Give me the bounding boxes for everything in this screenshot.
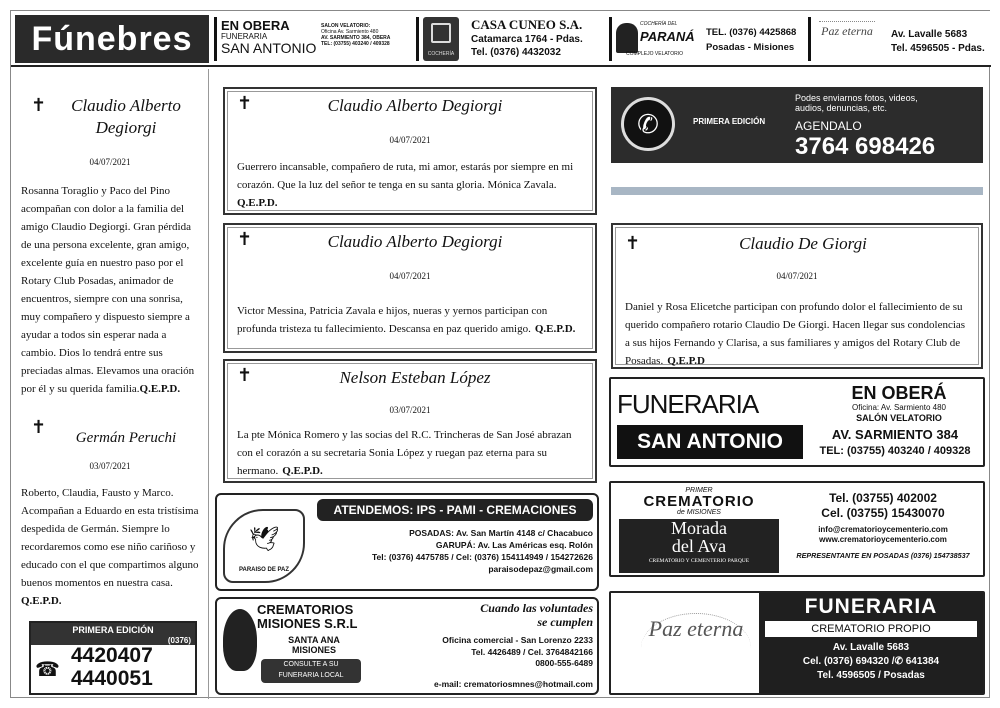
paz-tel: Tel. 4596505 - Pdas. (891, 43, 985, 54)
whatsapp-icon: ✆ (621, 97, 675, 151)
paz-title: FUNERARIA (804, 595, 938, 618)
paz-sub: CREMATORIO PROPIO (765, 621, 977, 637)
sa-title: FUNERARIA (617, 389, 759, 419)
morada-line: PRIMER (685, 487, 713, 494)
ad-paraiso-de-paz[interactable] (215, 493, 599, 591)
obituary-card (223, 223, 597, 353)
ad-san-antonio-header[interactable] (221, 15, 411, 63)
obituary-date: 04/07/2021 (389, 135, 431, 145)
obituary-name: Claudio Alberto Degiorgi (71, 96, 181, 137)
morada-url: www.crematorioycementerio.com (819, 535, 947, 544)
morada-logo (619, 519, 779, 573)
obituary-date: 03/07/2021 (389, 405, 431, 415)
paraiso-line: POSADAS: Av. San Martín 4148 c/ Chacabuco (409, 528, 593, 538)
phone-icon: ☎ (35, 659, 60, 681)
obituary-name: Nelson Esteban López (339, 368, 491, 387)
paraiso-info (311, 527, 593, 575)
cuneo-tel: Tel. (0376) 4432032 (471, 47, 561, 58)
obituary-qepd: Q.E.P.D. (21, 595, 62, 607)
obituary-date: 04/07/2021 (389, 271, 431, 281)
ad-funeraria-san-antonio[interactable] (609, 377, 985, 467)
obituary-qepd: Q.E.P.D (667, 355, 705, 367)
sa-address: AV. SARMIENTO 384 (831, 427, 959, 442)
left-column (11, 69, 209, 699)
morada-title: CREMATORIO (643, 493, 755, 510)
ad-cocheria-parana[interactable] (616, 15, 806, 63)
obituary-date: 03/07/2021 (89, 461, 131, 471)
obituary-card (223, 87, 597, 215)
obituary-body (237, 425, 585, 479)
sa-city: EN OBERÁ (851, 383, 947, 403)
area-code: (0376) (167, 636, 191, 645)
crem-title: CREMATORIOS (257, 602, 354, 617)
parana-brand: COCHERÍA DEL (640, 21, 678, 27)
parana-logo-icon (616, 23, 638, 53)
morada-name: del Ava (671, 536, 727, 556)
cross-icon: ✝ (237, 229, 253, 250)
paz-tel: Tel. 4596505 / Posadas (817, 670, 925, 681)
crem-title: MISIONES S.R.L (257, 616, 358, 631)
morada-name: Morada (671, 518, 727, 538)
paraiso-logo-text: PARAISO DE PAZ (238, 567, 290, 573)
parana-tel: TEL. (0376) 4425868 (706, 27, 797, 38)
obituary-text: Daniel y Rosa Elicetche participan con profundo dolor el fallecimiento de su querido compañero rotario Claudio De Giorgi. Hacen llegar sus condolencias a sus hijos Fernando y Clarisa, a sus familiares y amigos del Rotary Club de Posadas. (625, 301, 966, 367)
crem-badge-line: FUNERARIA LOCAL (278, 672, 344, 679)
obituary-text: Guerrero incansable, compañero de ruta, mi amor, estarás por siempre en mi corazón. Que la luz del señor te tenga en su santa gloria. Mónica Zavala. (237, 161, 574, 191)
ad-line: FUNERARIA (221, 32, 268, 41)
cross-icon: ✝ (237, 365, 253, 386)
ad-line: SALON VELATORIO: (321, 23, 371, 29)
phone-number: 4440051 (71, 667, 153, 690)
obituary-body (21, 181, 199, 397)
paz-addr: Av. Lavalle 5683 (891, 29, 968, 40)
obituary-qepd: Q.E.P.D. (282, 465, 323, 477)
morada-tel: Tel. (03755) 402002 (829, 491, 937, 505)
obituary-name: Germán Peruchi (75, 430, 177, 446)
crem-slogan-line: Cuando las voluntades (480, 601, 593, 615)
morada-sub: CREMATORIO Y CEMENTERIO PARQUE (648, 558, 750, 564)
obituary-name: Claudio Alberto Degiorgi (327, 96, 503, 115)
sa-office: Oficina: Av. Sarmiento 480 (852, 403, 946, 412)
obituary-text: Rosanna Toraglio y Paco del Pino acompañan con dolor a la familia del amigo Claudio Degiorgi. Gran pérdida de una persona excelente, gran amigo, excelente guía en nuestro paso por el Rotary Club Posadas, animador de encuentros, siempre con una sonrisa, muy compañero y dispuesto siempre a ayudar a todos sin esperar nada a cambio. Dios lo tendrá entre sus preciadas almas. Elevamos una oración por él y su querida familia. (21, 185, 195, 395)
ad-paz-eterna[interactable] (609, 591, 985, 695)
paz-cel: Cel. (0376) 694320 /✆ 641384 (802, 656, 940, 667)
wa-number: 3764 698426 (795, 133, 936, 160)
obituary-body (237, 301, 585, 337)
ad-paz-eterna-header[interactable] (815, 15, 989, 63)
obituary-qepd: Q.E.P.D. (139, 383, 181, 395)
divider (609, 17, 612, 61)
ad-line: EN OBERA (221, 18, 290, 33)
obituary-name: Claudio De Giorgi (739, 234, 867, 253)
cross-icon: ✝ (625, 233, 641, 254)
flame-icon (223, 609, 257, 671)
morada-web (783, 525, 983, 545)
paraiso-line: paraisodepaz@gmail.com (488, 564, 593, 574)
divider (416, 17, 419, 61)
wa-line: audios, denuncias, etc. (795, 103, 888, 113)
obituary-text: Roberto, Claudia, Fausto y Marco. Acompañan a Eduardo en esta tristísima despedida de Germán. Siempre lo recordaremos como ese niño cariñoso y educado con el que compartimos alguno buenos momentos en nuestra casa. (21, 487, 199, 589)
ad-morada-del-ava[interactable] (609, 481, 985, 577)
obituary-body (237, 157, 585, 211)
obituary-card (611, 223, 983, 369)
paz-address: Av. Lavalle 5683 (832, 642, 910, 653)
obituary-date: 04/07/2021 (89, 157, 131, 167)
crem-line: Tel. 4426489 / Cel. 3764842166 (471, 646, 593, 657)
obituary-text: Victor Messina, Patricia Zavala e hijos, nueras y yernos participan con profunda tristeza tu fallecimiento. Descansa en paz querido amigo. (237, 305, 548, 335)
obituary-body (625, 297, 971, 369)
morada-email: info@crematorioycementerio.com (818, 525, 948, 534)
obituary-qepd: Q.E.P.D. (237, 197, 278, 209)
sa-name: SAN ANTONIO (617, 425, 803, 459)
cuneo-logo-icon: COCHERÍA (423, 17, 459, 61)
divider-bar (611, 187, 983, 195)
ad-line: AV. SARMIENTO 384, OBERA (321, 35, 391, 41)
ad-primera-edicion-phones[interactable] (29, 621, 197, 695)
ad-crematorios-misiones[interactable] (215, 597, 599, 695)
wa-agendalo: AGENDALO (795, 119, 862, 133)
ad-line: Oficina Av. Sarmiento 480 (321, 29, 379, 35)
parana-brand-name: PARANÁ (640, 29, 695, 44)
ad-line: SAN ANTONIO (221, 40, 317, 56)
wa-intro (795, 93, 918, 113)
divider (214, 17, 217, 61)
paraiso-line: GARUPÁ: Av. Las Américas esq. Rolón (435, 540, 593, 550)
crem-email: e-mail: crematoriosmnes@hotmail.com (434, 679, 593, 689)
obituary-name: Claudio Alberto Degiorgi (327, 232, 503, 251)
parana-sub: COMPLEJO VELATORIO (626, 51, 684, 57)
dove-icon: 🕊 PARAISO DE PAZ (223, 509, 305, 583)
crem-line: 0800-555-6489 (535, 658, 593, 668)
morada-cel: Cel. (03755) 15430070 (821, 506, 945, 520)
sa-tel: TEL: (03755) 403240 / 409328 (819, 445, 971, 457)
crem-consult-badge (261, 659, 361, 683)
paraiso-line: Tel: (0376) 4475785 / Cel: (0376) 154114949 / 154272626 (371, 552, 593, 562)
cross-icon: ✝ (31, 95, 47, 116)
cuneo-name: CASA CUNEO S.A. (471, 17, 583, 32)
cross-icon: ✝ (237, 93, 253, 114)
ad-line: TEL: (03755) 403240 / 409328 (321, 41, 390, 47)
crem-badge-line: CONSULTE A SU (283, 661, 339, 668)
crem-slogan-line: se cumplen (537, 615, 593, 629)
cross-icon: ✝ (31, 417, 47, 438)
paz-eterna-logo-icon: Paz eterna (819, 21, 875, 61)
crem-slogan (417, 601, 593, 629)
morada-line: de MISIONES (677, 509, 721, 516)
obituary-body (21, 483, 199, 609)
divider (808, 17, 811, 61)
obituary-text: La pte Mónica Romero y las socias del R.C. Trincheras de San José abrazan con el corazón a su secretaria Sonia López y ruegan paz eterna para su hermano. (237, 429, 572, 477)
header-strip (11, 11, 991, 67)
phone-number: 4420407 (71, 644, 153, 667)
brand-name: PRIMERA EDICIÓN (72, 625, 154, 635)
section-title: Fúnebres (15, 15, 209, 63)
crem-info (357, 635, 593, 670)
paz-panel (759, 593, 983, 693)
cuneo-address: Catamarca 1764 - Pdas. (471, 34, 583, 45)
paz-eterna-logo-icon: Paz eterna (641, 613, 751, 683)
obituary-page (10, 10, 990, 698)
morada-contacts (783, 491, 983, 521)
crem-line: Oficina comercial - San Lorenzo 2233 (442, 635, 593, 645)
crem-place: MISIONES (291, 645, 336, 655)
obituary-qepd: Q.E.P.D. (534, 323, 576, 335)
ad-casa-cuneo[interactable] (423, 15, 608, 63)
ad-whatsapp-primera-edicion[interactable] (611, 87, 983, 163)
sa-hall: SALÓN VELATORIO (856, 413, 942, 423)
crem-place: SANTA ANA (288, 635, 340, 645)
obituary-date: 04/07/2021 (776, 271, 818, 281)
wa-brand: PRIMERA EDICIÓN (693, 117, 766, 126)
paraiso-banner: ATENDEMOS: IPS - PAMI - CREMACIONES (317, 499, 593, 521)
obituary-card (223, 359, 597, 483)
wa-line: Podes enviarnos fotos, videos, (795, 93, 918, 103)
parana-city: Posadas - Misiones (706, 42, 795, 53)
morada-rep: REPRESENTANTE EN POSADAS (0376) 154738537 (796, 551, 970, 560)
